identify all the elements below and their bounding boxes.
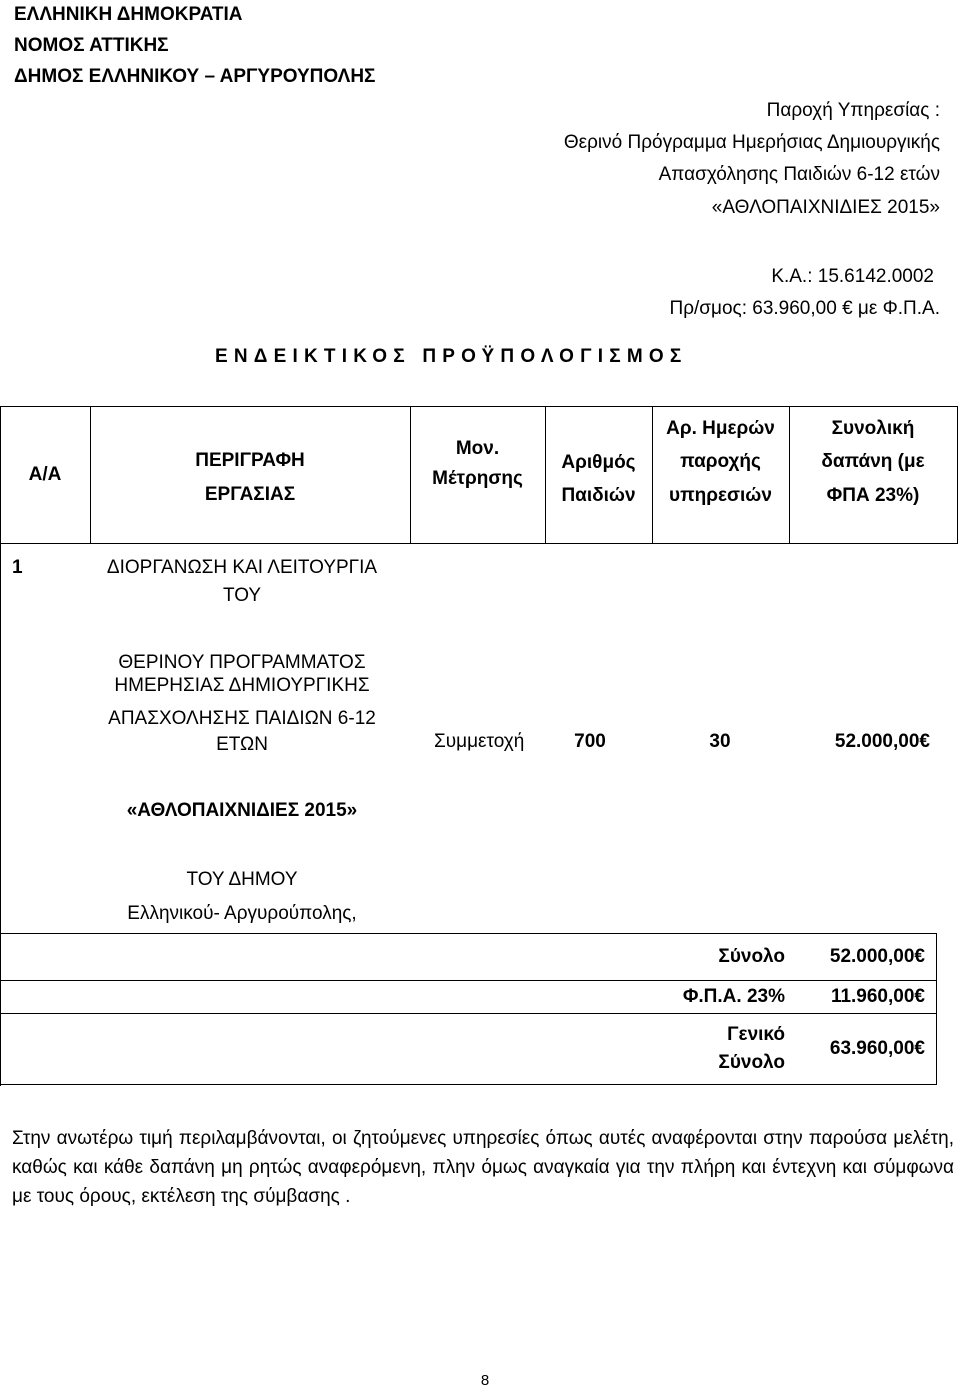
- row-kids: 700: [574, 731, 606, 752]
- header-description-1: ΠΕΡΙΓΡΑΦΗ: [195, 450, 305, 471]
- subtotal-label: Σύνολο: [718, 946, 785, 967]
- service-line-2: Απασχόλησης Παιδιών 6-12 ετών: [658, 164, 940, 185]
- row-desc-b3: ΑΠΑΣΧΟΛΗΣΗΣ ΠΑΙΔΙΩΝ 6-12: [108, 708, 376, 729]
- header-total-1: Συνολική: [831, 418, 915, 439]
- page-title: ΕΝΔΕΙΚΤΙΚΟΣ ΠΡΟΫΠΟΛΟΓΙΣΜΟΣ: [215, 346, 688, 367]
- header-aa: Α/Α: [28, 464, 62, 485]
- grand-total-value: 63.960,00€: [829, 1038, 925, 1059]
- page-number: 8: [480, 1372, 490, 1389]
- header-description-2: ΕΡΓΑΣΙΑΣ: [204, 484, 296, 505]
- row-desc-a1: ΔΙΟΡΓΑΝΩΣΗ ΚΑΙ ΛΕΙΤΟΥΡΓΙΑ: [106, 557, 378, 578]
- vat-value: 11.960,00€: [830, 986, 925, 1007]
- header-unit-1: Μον.: [455, 438, 500, 459]
- summary-bottom-border: [0, 1084, 937, 1085]
- ka-code: Κ.Α.: 15.6142.0002: [771, 266, 934, 287]
- summary-top-border: [0, 933, 937, 934]
- table-top-border: [0, 406, 958, 407]
- grand-total-label-2: Σύνολο: [718, 1052, 785, 1073]
- header-total-2: δαπάνη (με: [821, 451, 925, 472]
- table-left-border: [0, 406, 1, 1086]
- notice-paragraph: Στην ανωτέρω τιμή περιλαμβάνονται, οι ζητούμενες υπηρεσίες όπως αυτές αναφέρονται στην παρούσα μελέτη, καθώς και κάθε δαπάνη μη ρητώς αναφερόμενη, πλην όμως αναγκαία για την πλήρη και έντεχνη και σύμφωνα με τους όρους, εκτέλεση της σύμβασης .: [12, 1128, 954, 1207]
- grand-total-label-1: Γενικό: [727, 1024, 785, 1045]
- row-desc-d1: ΤΟΥ ΔΗΜΟΥ: [186, 869, 298, 890]
- header-days-3: υπηρεσιών: [669, 485, 772, 506]
- service-line-1: Θερινό Πρόγραμμα Ημερήσιας Δημιουργικής: [563, 132, 940, 153]
- euro-icon: €: [919, 731, 930, 752]
- budget: Πρ/σμος: 63.960,00 € με Φ.Π.Α.: [669, 298, 940, 319]
- header-kids-1: Αριθμός: [561, 452, 636, 473]
- summary-right-border: [936, 933, 937, 1085]
- header-total-3: ΦΠΑ 23%): [826, 485, 920, 506]
- header-unit-2: Μέτρησης: [432, 468, 523, 489]
- header-days-1: Αρ. Ημερών: [666, 418, 775, 439]
- header-kids-2: Παιδιών: [561, 485, 636, 506]
- row-desc-d2: Ελληνικού- Αργυρούπολης,: [127, 903, 357, 924]
- row-desc-b2: ΗΜΕΡΗΣΙΑΣ ΔΗΜΙΟΥΡΓΙΚΗΣ: [114, 675, 370, 696]
- euro-icon: €: [914, 946, 925, 967]
- header-line-2: ΝΟΜΟΣ ΑΤΤΙΚΗΣ: [14, 35, 169, 56]
- header-line-1: ΕΛΛΗΝΙΚΗ ΔΗΜΟΚΡΑΤΙΑ: [14, 4, 243, 25]
- header-bottom-border: [0, 543, 958, 544]
- row-unit: Συμμετοχή: [434, 731, 525, 752]
- service-line-3: «ΑΘΛΟΠΑΙΧΝΙΔΙΕΣ 2015»: [711, 197, 940, 218]
- service-label: Παροχή Υπηρεσίας :: [766, 100, 940, 121]
- row-desc-b4: ΕΤΩΝ: [216, 734, 268, 755]
- euro-icon: €: [914, 986, 925, 1007]
- row-number: 1: [12, 557, 23, 578]
- vat-label: Φ.Π.Α. 23%: [682, 986, 785, 1007]
- summary-divider-1: [0, 980, 937, 981]
- summary-divider-2: [0, 1013, 937, 1014]
- row-desc-a2: ΤΟΥ: [222, 585, 262, 606]
- row-total: 52.000,00€: [834, 731, 930, 752]
- row-desc-b1: ΘΕΡΙΝΟΥ ΠΡΟΓΡΑΜΜΑΤΟΣ: [118, 652, 366, 673]
- euro-icon: €: [914, 1038, 925, 1059]
- table-right-border: [957, 406, 958, 544]
- header-days-2: παροχής: [680, 451, 761, 472]
- row-days: 30: [709, 731, 731, 752]
- row-desc-c: «ΑΘΛΟΠΑΙΧΝΙΔΙΕΣ 2015»: [126, 800, 358, 821]
- header-line-3: ΔΗΜΟΣ ΕΛΛΗΝΙΚΟΥ – ΑΡΓΥΡΟΥΠΟΛΗΣ: [14, 66, 376, 87]
- subtotal-value: 52.000,00€: [829, 946, 925, 967]
